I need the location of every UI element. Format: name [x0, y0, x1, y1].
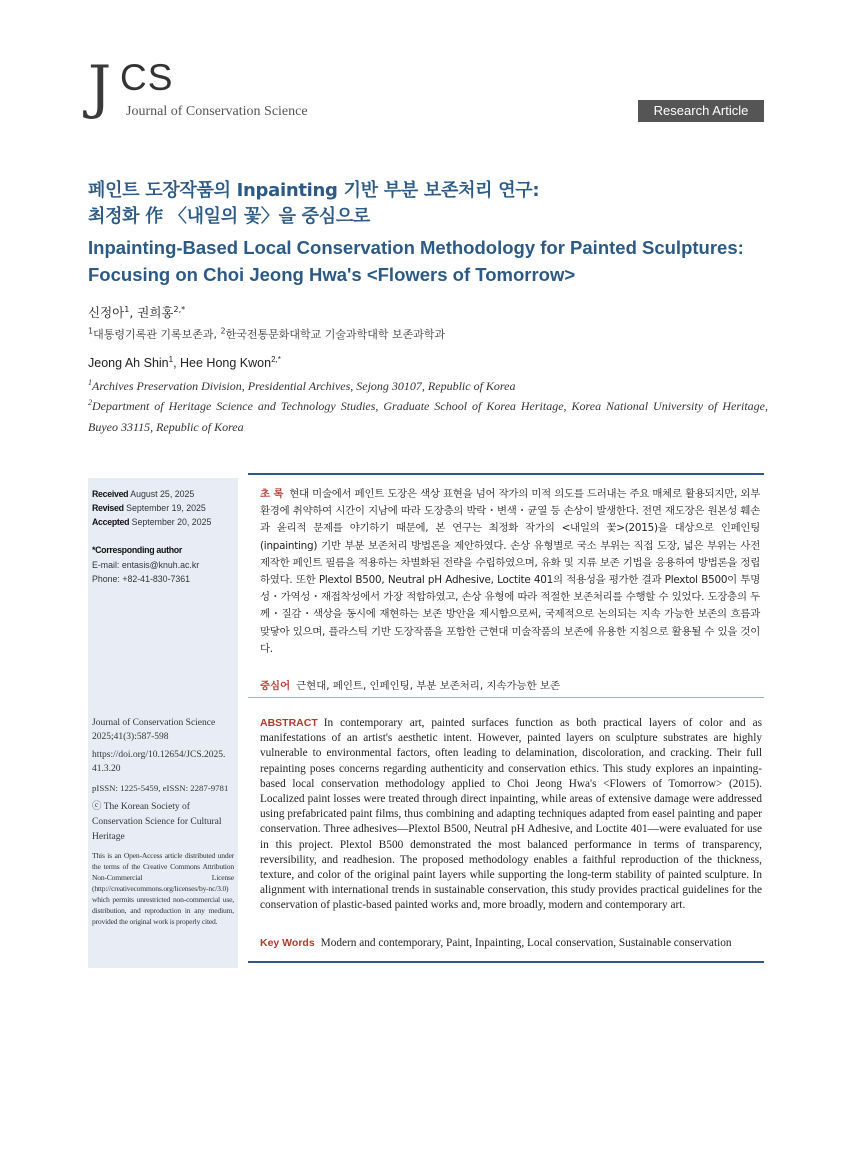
title-korean-line2: 최정화 作 〈내일의 꽃〉을 중심으로: [88, 206, 371, 227]
received-label: Received: [92, 489, 129, 499]
author-en-1: Jeong Ah Shin: [88, 356, 169, 370]
aff-en-1-sup: 1: [88, 378, 92, 387]
author-en-2: Hee Hong Kwon: [180, 356, 272, 370]
received-date: August 25, 2025: [130, 489, 195, 499]
keywords-korean-text: 근현대, 페인트, 인페인팅, 부분 보존처리, 지속가능한 보존: [296, 680, 561, 692]
title-english-line1: Inpainting-Based Local Conservation Methodology for Painted Sculptures:: [88, 237, 744, 258]
revised-date: September 19, 2025: [126, 503, 206, 513]
author-ko-2-sup: 2,*: [173, 304, 186, 314]
aff-ko-1-sup: 1: [88, 326, 94, 336]
keywords-korean-label: 중심어: [260, 680, 291, 692]
title-korean-line1: 페인트 도장작품의 Inpainting 기반 부분 보존처리 연구:: [88, 180, 540, 201]
aff-ko-2: 한국전통문화대학교 기술과학대학 보존과학과: [225, 328, 446, 341]
abstract-korean: [260, 486, 760, 658]
author-en-1-sup: 1: [168, 354, 174, 364]
aff-en-1: Archives Preservation Division, Presidential Archives, Sejong 30107, Republic of Korea: [92, 379, 516, 393]
author-en-2-sup: 2,*: [271, 354, 281, 364]
journal-citation-line1: Journal of Conservation Science: [92, 718, 216, 728]
abstract-english: [260, 716, 762, 914]
abstract-bottom-rule: [248, 961, 764, 963]
author-ko-2: 권희홍: [137, 305, 174, 320]
revised-row: [92, 502, 234, 515]
logo-letters-cs: CS: [120, 57, 174, 98]
journal-name: Journal of Conservation Science: [126, 104, 308, 119]
keywords-english-label: Key Words: [260, 937, 315, 949]
abstract-korean-label: 초 록: [260, 488, 284, 500]
revised-label: Revised: [92, 503, 124, 513]
doi-line2[interactable]: 41.3.20: [92, 764, 121, 774]
accepted-row: [92, 516, 234, 529]
abstract-korean-text: 현대 미술에서 페인트 도장은 색상 표현을 넘어 작가의 미적 의도를 드러내는 주요 매체로 활용되지만, 외부 환경에 취약하여 시간이 지남에 따라 도장층의 박락・변색・균열 등 손상이 발생한다. 전면 재도장은 원본성 훼손과 윤리적 문제를 야기하기 때문에, 본 연구는 최정화 작가의 <내일의 꽃>(2015)을 대상으로 인페인팅(inpainting) 기반 부분 보존처리 방법론을 제안하였다. 손상 유형별로 국소 부위는 직접 도장, 넓은 부위는 사전 제작한 페인트 필름을 적용하는 차별화된 전략을 수립하였으며, 유화 및 지류 보존 기법을 응용하여 방법론을 정립하였다. 또한 Plextol B500, Neutral pH Adhesive, Loctite 401의 적용성을 평가한 결과 Plextol B500이 투명성・가역성・재접착성에서 가장 적합하였고, 손상 유형에 따라 적절한 보존처리를 수행할 수 있었다. 도장층의 두께・질감・색상을 동시에 재현하는 보존 방안을 제시함으로써, 국제적으로 논의되는 지속 가능한 보존의 흐름과 맞닿아 있으며, 플라스틱 기반 도장작품을 포함한 근현대 미술작품의 보존에 유용한 지침으로 활용될 수 있을 것이다.: [260, 488, 760, 655]
license-text: This is an Open-Access article distributed under the terms of the Creative Commons Attribution Non-Commercial License (http://creativecommons.org/licenses/by-nc/3.0) which permits unrestricted non-commercial use, distribution, and reproduction in any medium, provided the original work is properly cited.: [92, 851, 234, 926]
aff-en-2: Department of Heritage Science and Technology Studies, Graduate School of Korea Heritage, Korea National University of Heritage, Buyeo 33115, Republic of Korea: [88, 399, 768, 434]
corresponding-author-label: *Corresponding author: [92, 545, 182, 555]
corresponding-phone: Phone: +82-41-830-7361: [92, 574, 191, 584]
authors-korean: [88, 303, 185, 321]
author-ko-separator: ,: [129, 305, 138, 320]
article-type-badge: Research Article: [638, 100, 764, 122]
issn: pISSN: 1225-5459, eISSN: 2287-9781: [92, 783, 229, 793]
keywords-english: [260, 937, 764, 949]
affiliation-english-1: [88, 376, 768, 397]
doi-line1[interactable]: https://doi.org/10.12654/JCS.2025.: [92, 750, 226, 760]
aff-ko-1: 대통령기록관 기록보존과,: [93, 328, 221, 341]
authors-english: [88, 356, 281, 370]
abstract-english-label: ABSTRACT: [260, 717, 318, 729]
abstract-top-rule: [248, 473, 764, 475]
copyright-notice: ⓒ The Korean Society of Conservation Science for Cultural Heritage: [92, 802, 222, 842]
logo-letter-j: J: [88, 53, 112, 121]
affiliation-english-2: [88, 396, 768, 438]
accepted-date: September 20, 2025: [131, 517, 212, 527]
keywords-korean: [260, 677, 760, 692]
author-ko-1: 신정아: [88, 305, 125, 320]
abstract-english-text: In contemporary art, painted surfaces function as both practical layers of color and as manifestations of an artist's aesthetic intent. However, painted layers on sculpture substrates are highly vulnerable to environmental factors, often leading to delamination, discoloration, and cracking. Their full repainting poses concerns regarding authenticity and conservation ethics. This study explores an inpainting-based local conservation methodology applied to Choi Jeong Hwa's <Flowers of Tomorrow> (2015). Localized paint losses were treated through direct inpainting, while areas of extensive damage were addressed using prefabricated paint films, thus combining and adapting techniques adapted from easel painting and paper conservation. Three adhesives—Plextol B500, Neutral pH Adhesive, and Loctite 401—were evaluated for use in this project. Plextol B500 demonstrated the most balanced performance in terms of transparency, reversibility, and readhesion. The proposed methodology enables a faithful reproduction of the thickness, texture, and color of the original paint layers while supporting the long-term stability of painted sculpture. In alignment with international trends in sustainable conservation, this study provides practical guidelines for the conservation of plastic-based painted works and, more broadly, modern and contemporary art.: [260, 717, 762, 912]
abstract-divider: [248, 697, 764, 698]
journal-logo: [88, 53, 348, 126]
author-en-separator: ,: [173, 356, 181, 370]
aff-ko-2-sup: 2: [220, 326, 226, 336]
title-english-line2: Focusing on Choi Jeong Hwa's <Flowers of Tomorrow>: [88, 264, 576, 285]
author-ko-1-sup: 1: [124, 304, 130, 314]
affiliations-korean: [88, 326, 445, 342]
accepted-label: Accepted: [92, 517, 130, 527]
article-info-sidebar: [88, 478, 238, 968]
journal-citation-line2: 2025;41(3):587-598: [92, 732, 169, 742]
corresponding-email: E-mail: entasis@knuh.ac.kr: [92, 560, 200, 570]
aff-en-2-sup: 2: [88, 398, 92, 407]
keywords-english-text: Modern and contemporary, Paint, Inpainting, Local conservation, Sustainable conservation: [320, 937, 732, 949]
received-row: [92, 488, 234, 501]
